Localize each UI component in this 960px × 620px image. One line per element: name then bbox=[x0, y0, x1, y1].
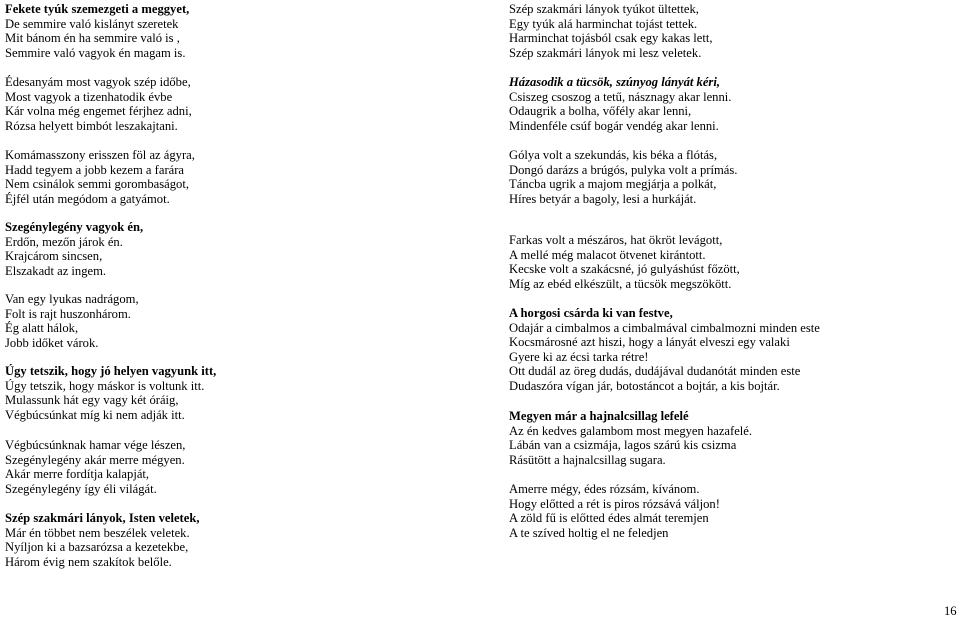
verse-line: Házasodik a tücsök, szúnyog lányát kéri, bbox=[509, 75, 720, 89]
verse-line: Híres betyár a bagoly, lesi a hurkáját. bbox=[509, 191, 697, 206]
verse-line: Krajcárom sincsen, bbox=[5, 249, 103, 264]
verse-line: Odaugrik a bolha, vőfély akar lenni, bbox=[509, 104, 692, 119]
verse-line: A horgosi csárda ki van festve, bbox=[509, 306, 673, 320]
verse-line: Végbúcsúnknak hamar vége lészen, bbox=[5, 438, 186, 452]
verse-line: Szegénylegény akár merre mégyen. bbox=[5, 452, 185, 467]
verse-line: Mindenféle csúf bogár vendég akar lenni. bbox=[509, 118, 719, 133]
verse-line: Három évig nem szakítok belőle. bbox=[5, 554, 172, 569]
verse-line: Gyere ki az écsi tarka rétre! bbox=[509, 349, 649, 364]
verse-line: Úgy tetszik, hogy jó helyen vagyunk itt, bbox=[5, 364, 217, 378]
verse-line: Semmire való vagyok én magam is. bbox=[5, 45, 186, 60]
verse-line: Szegénylegény így éli világát. bbox=[5, 481, 157, 496]
stanza bbox=[5, 364, 216, 422]
verse-line: Amerre mégy, édes rózsám, kívánom. bbox=[509, 482, 700, 496]
stanza bbox=[509, 482, 720, 540]
page-number: 16 bbox=[944, 604, 957, 618]
verse-line: A zöld fű is előtted édes almát teremjen bbox=[509, 511, 709, 526]
verse-line: Van egy lyukas nadrágom, bbox=[5, 292, 139, 306]
verse-line: Dongó darázs a brúgós, pulyka volt a prímás. bbox=[509, 162, 738, 177]
stanza bbox=[509, 409, 752, 467]
verse-line: Odajár a cimbalmos a cimbalmával cimbalmozni minden este bbox=[509, 320, 820, 335]
verse-line: Végbúcsúnkat míg ki nem adják itt. bbox=[5, 407, 185, 422]
verse-line: Egy tyúk alá harminchat tojást tettek. bbox=[509, 16, 698, 31]
verse-line: Lábán van a csizmája, lagos szárú kis csizma bbox=[509, 438, 737, 453]
stanza bbox=[5, 511, 200, 569]
verse-line: Komámasszony erisszen föl az ágyra, bbox=[5, 148, 195, 162]
verse-line: Akár merre fordítja kalapját, bbox=[5, 467, 150, 482]
verse-line: Míg az ebéd elkészült, a tücsök megszökött. bbox=[509, 276, 732, 291]
stanza bbox=[5, 75, 192, 133]
verse-line: Hogy előtted a rét is piros rózsává váljon! bbox=[509, 496, 720, 511]
verse-line: Szép szakmári lányok, Isten veletek, bbox=[5, 511, 200, 525]
verse-line: Gólya volt a szekundás, kis béka a flótás, bbox=[509, 148, 718, 162]
verse-line: Már én többet nem beszélek veletek. bbox=[5, 525, 190, 540]
verse-line: Most vagyok a tizenhatodik évbe bbox=[5, 89, 173, 104]
stanza bbox=[509, 233, 740, 291]
verse-line: Szegénylegény vagyok én, bbox=[5, 220, 144, 234]
verse-line: Édesanyám most vagyok szép időbe, bbox=[5, 75, 191, 89]
stanza bbox=[509, 75, 731, 133]
verse-line: Szép szakmári lányok mi lesz veletek. bbox=[509, 45, 702, 60]
stanza bbox=[5, 438, 185, 496]
verse-line: Ég alatt hálok, bbox=[5, 321, 79, 336]
verse-line: Hadd tegyem a jobb kezem a farára bbox=[5, 162, 185, 177]
verse-line: Erdőn, mezőn járok én. bbox=[5, 234, 123, 249]
verse-line: Folt is rajt huszonhárom. bbox=[5, 306, 131, 321]
verse-line: Kecske volt a szakácsné, jó gulyáshúst főzött, bbox=[509, 262, 740, 277]
verse-line: Elszakadt az ingem. bbox=[5, 263, 107, 278]
stanza bbox=[5, 292, 139, 350]
verse-line: Jobb időket várok. bbox=[5, 335, 99, 350]
stanza bbox=[509, 2, 713, 60]
stanza bbox=[5, 220, 143, 278]
verse-line: Farkas volt a mészáros, hat ökröt levágott, bbox=[509, 233, 723, 247]
verse-line: Éjfél után megódom a gatyámot. bbox=[5, 191, 170, 206]
verse-line: Csiszeg csoszog a tetű, násznagy akar lenni. bbox=[509, 89, 732, 104]
verse-line: Szép szakmári lányok tyúkot ültettek, bbox=[509, 2, 699, 16]
verse-line: A te szíved holtig el ne feledjen bbox=[509, 525, 669, 540]
stanza bbox=[5, 2, 189, 60]
stanza bbox=[509, 148, 737, 206]
verse-line: Kocsmárosné azt hiszi, hogy a lányát elveszi egy valaki bbox=[509, 335, 790, 350]
verse-line: Harminchat tojásból csak egy kakas lett, bbox=[509, 31, 713, 46]
verse-line: A mellé még malacot ötvenet kirántott. bbox=[509, 247, 706, 262]
verse-line: Mulassunk hát egy vagy két óráig, bbox=[5, 393, 179, 408]
verse-line: Úgy tetszik, hogy máskor is voltunk itt. bbox=[5, 378, 205, 393]
verse-line: Nem csinálok semmi gorombaságot, bbox=[5, 177, 189, 192]
verse-line: Fekete tyúk szemezgeti a meggyet, bbox=[5, 2, 190, 16]
verse-line: Dudaszóra vígan jár, botostáncot a bojtár, a kis bojtár. bbox=[509, 378, 780, 393]
verse-line: Rásütött a hajnalcsillag sugara. bbox=[509, 452, 666, 467]
verse-line: Nyíljon ki a bazsarózsa a kezetekbe, bbox=[5, 540, 189, 555]
verse-line: Rózsa helyett bimbót leszakajtani. bbox=[5, 118, 178, 133]
verse-line: De semmire való kislányt szeretek bbox=[5, 16, 179, 31]
verse-line: Táncba ugrik a majom megjárja a polkát, bbox=[509, 177, 717, 192]
verse-line: Ott dudál az öreg dudás, dudájával dudanótát minden este bbox=[509, 364, 801, 379]
verse-line: Megyen már a hajnalcsillag lefelé bbox=[509, 409, 689, 423]
verse-line: Az én kedves galambom most megyen hazafelé. bbox=[509, 423, 753, 438]
verse-line: Kár volna még engemet férjhez adni, bbox=[5, 104, 192, 119]
stanza bbox=[5, 148, 195, 206]
verse-line: Mit bánom én ha semmire való is , bbox=[5, 31, 180, 46]
stanza bbox=[509, 306, 820, 394]
